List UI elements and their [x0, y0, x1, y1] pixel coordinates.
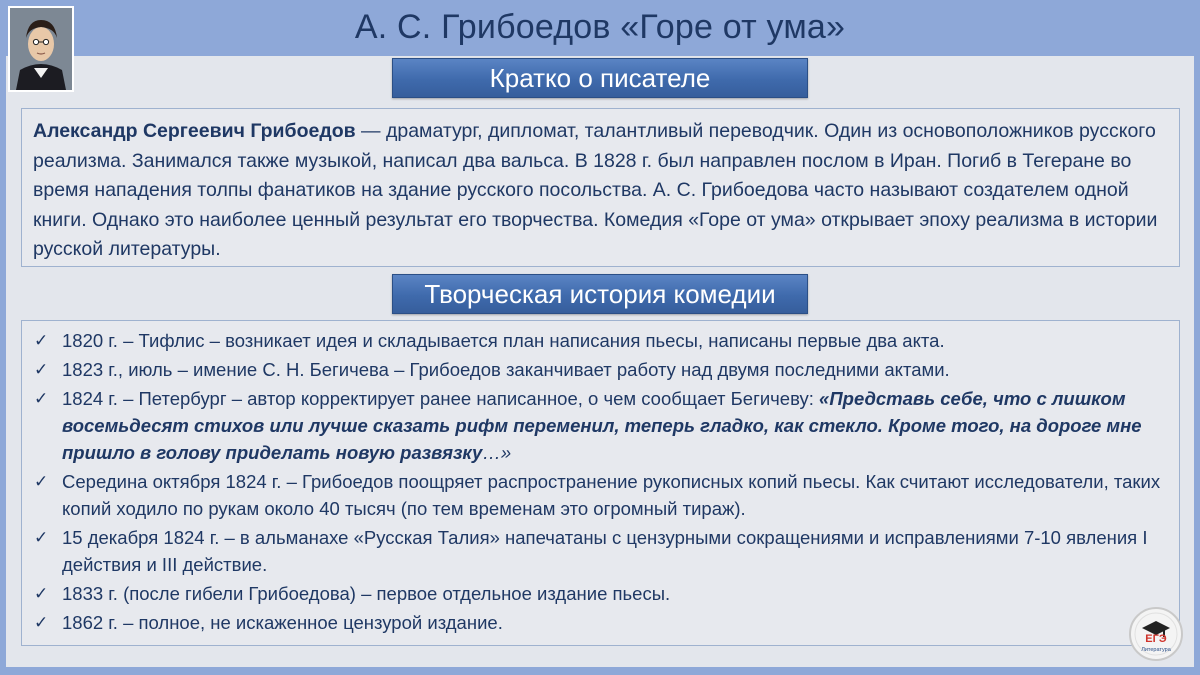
checkmark-icon: ✓ — [34, 360, 49, 379]
list-item-text: 1823 г., июль – имение С. Н. Бегичева – Грибоедов заканчивает работу над двумя последними актами. — [62, 359, 950, 380]
list-item — [32, 524, 1169, 578]
list-item — [32, 356, 1169, 383]
checkmark-icon: ✓ — [34, 389, 49, 408]
list-item-text: 1820 г. – Тифлис – возникает идея и складывается план написания пьесы, написаны первые два акта. — [62, 330, 945, 351]
list-item — [32, 609, 1169, 636]
quote-ending: …» — [482, 442, 512, 463]
ege-literature-logo — [1128, 606, 1184, 662]
checkmark-icon: ✓ — [34, 613, 49, 632]
checkmark-icon: ✓ — [34, 331, 49, 350]
bottom-band — [0, 667, 1200, 675]
list-item-text: 1824 г. – Петербург – автор корректирует ранее написанное, о чем сообщает Бегичеву: — [62, 388, 820, 409]
list-item — [32, 385, 1169, 466]
right-band — [1194, 0, 1200, 675]
left-band — [0, 0, 6, 675]
ege-logo-label: ЕГЭ — [1145, 633, 1167, 645]
list-item-text: 15 декабря 1824 г. – в альманахе «Русская Талия» напечатаны с цензурными сокращениями и исправлениями 7-10 явления I действия и III действие. — [62, 527, 1148, 575]
history-list — [32, 327, 1169, 636]
creation-history-panel — [21, 320, 1180, 646]
about-writer-panel — [21, 108, 1180, 267]
section-header-about: Кратко о писателе — [392, 58, 808, 98]
section-header-history: Творческая история комедии — [392, 274, 808, 314]
writer-name: Александр Сергеевич Грибоедов — [33, 120, 356, 142]
list-item-text: 1862 г. – полное, не искаженное цензурой издание. — [62, 612, 503, 633]
about-text: — драматург, дипломат, талантливый переводчик. Один из основоположников русского реализма. Занимался также музыкой, написал два вальса. В 1828 г. был направлен послом в Иран. Погиб в Тегеране во время нападения толпы фанатиков на здание русского посольства. А. С. Грибоедова часто называют создателем одной книги. Однако это наиболее ценный результат его творчества. Комедия «Горе от ума» открывает эпоху реализма в истории русской литературы. — [33, 120, 1158, 260]
checkmark-icon: ✓ — [34, 472, 49, 491]
griboedov-quote: «Представь себе, что с лишком восемьдесят стихов или лучше сказать рифм переменил, теперь гладко, как стекло. Кроме того, на дороге мне пришло в голову приделать новую развязку — [62, 388, 1142, 463]
portrait-image — [10, 8, 72, 90]
griboedov-portrait — [8, 6, 74, 92]
list-item — [32, 580, 1169, 607]
ege-logo-icon — [1128, 606, 1184, 662]
list-item — [32, 327, 1169, 354]
list-item — [32, 468, 1169, 522]
page-title: А. С. Грибоедов «Горе от ума» — [354, 8, 846, 46]
list-item-text: 1833 г. (после гибели Грибоедова) – первое отдельное издание пьесы. — [62, 583, 671, 604]
checkmark-icon: ✓ — [34, 528, 49, 547]
list-item-text: Середина октября 1824 г. – Грибоедов поощряет распространение рукописных копий пьесы. Как считают исследователи, таких копий ходило по рукам около 40 тысяч (по тем временам это огромный тираж). — [62, 471, 1161, 519]
ege-logo-sub: Литература — [1141, 647, 1171, 653]
checkmark-icon: ✓ — [34, 584, 49, 603]
